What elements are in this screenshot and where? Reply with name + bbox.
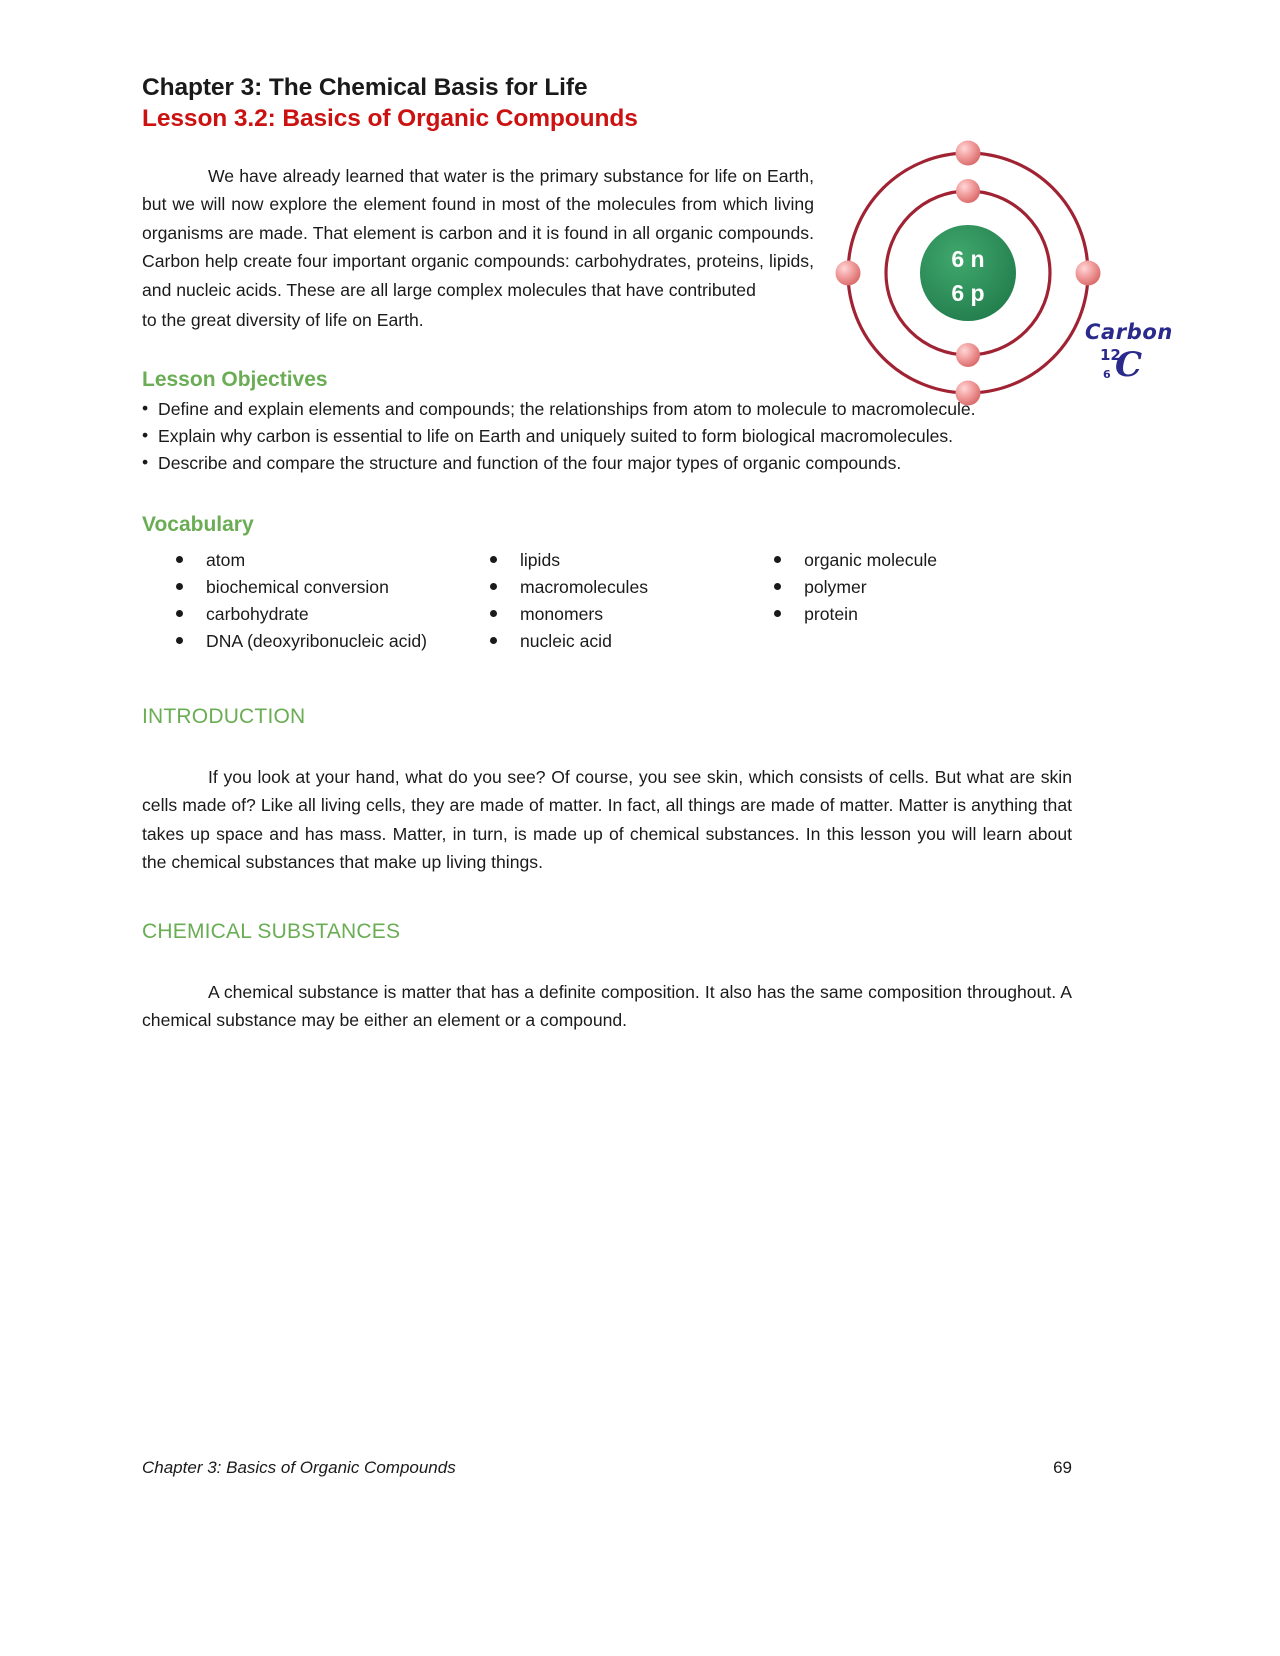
- intro-paragraph: [142, 162, 814, 305]
- carbon-symbol: C: [1115, 345, 1143, 385]
- lesson-objectives-heading: Lesson Objectives: [142, 367, 328, 391]
- vocabulary-term: organic molecule: [804, 550, 938, 571]
- introduction-paragraph: [142, 763, 1072, 877]
- vocabulary-term: DNA (deoxyribonucleic acid): [206, 631, 427, 652]
- nucleus-neutron-label: 6 n: [951, 246, 985, 272]
- vocabulary-item: [758, 547, 1072, 574]
- introduction-heading: INTRODUCTION: [142, 704, 306, 728]
- vocabulary-section: [142, 512, 1072, 656]
- bullet-dot-icon: [176, 610, 183, 617]
- vocabulary-column: [474, 547, 758, 655]
- vocabulary-list: [160, 547, 474, 655]
- objective-text: Describe and compare the structure and function of the four major types of organic compounds.: [158, 452, 902, 473]
- vocabulary-list: [474, 547, 758, 655]
- vocabulary-term: macromolecules: [519, 577, 649, 598]
- vocabulary-item: [474, 628, 758, 655]
- bullet-dot-icon: [490, 637, 497, 644]
- lesson-objectives-list: [142, 396, 1072, 476]
- chapter-title: Chapter 3: The Chemical Basis for Life: [142, 74, 588, 101]
- vocabulary-heading: Vocabulary: [142, 512, 254, 536]
- chemical-substances-paragraph: [142, 978, 1072, 1035]
- lesson-title: Lesson 3.2: Basics of Organic Compounds: [142, 105, 638, 133]
- vocabulary-item: [758, 601, 1072, 628]
- vocabulary-item: [160, 601, 474, 628]
- vocabulary-term: atom: [206, 550, 246, 571]
- vocabulary-item: [474, 574, 758, 601]
- vocabulary-term: monomers: [519, 604, 604, 625]
- bullet-dot-icon: [176, 583, 183, 590]
- bullet-dot-icon: [490, 583, 497, 590]
- vocabulary-column: [160, 547, 474, 655]
- objective-item: [142, 450, 1072, 476]
- page-footer: [142, 1458, 1072, 1478]
- vocabulary-item: [474, 601, 758, 628]
- intro-paragraph-tail: to the great diversity of life on Earth.: [142, 310, 424, 331]
- vocabulary-item: [758, 574, 1072, 601]
- introduction-paragraph-text: If you look at your hand, what do you see? Of course, you see skin, which consists of cells. But what are skin cells made of? Like all living cells, they are made of matter. In fact, all things are made of matter. Matter is anything that takes up space and has mass. Matter, in turn, is made up of chemical substances. In this lesson you will learn about the chemical substances that make up living things.: [142, 766, 1072, 873]
- vocabulary-term: polymer: [804, 577, 867, 598]
- carbon-name-text: Carbon: [1085, 320, 1173, 344]
- bullet-glyph: •: [142, 451, 149, 472]
- bullet-glyph: •: [142, 397, 149, 418]
- vocabulary-item: [160, 628, 474, 655]
- bullet-dot-icon: [774, 583, 781, 590]
- vocabulary-item: [474, 547, 758, 574]
- carbon-atomic-number: 6: [1103, 368, 1111, 381]
- electron: [1076, 261, 1101, 286]
- bullet-dot-icon: [176, 637, 183, 644]
- footer-chapter-label: Chapter 3: Basics of Organic Compounds: [142, 1458, 456, 1477]
- vocabulary-term: protein: [804, 604, 858, 625]
- nucleus-proton-label: 6 p: [951, 280, 985, 306]
- chemical-substances-section: [142, 919, 1072, 1035]
- vocabulary-term: lipids: [519, 550, 561, 571]
- bullet-dot-icon: [176, 556, 183, 563]
- page-content: [142, 0, 1072, 1035]
- bullet-dot-icon: [774, 610, 781, 617]
- objective-text: Explain why carbon is essential to life on Earth and uniquely suited to form biological macromolecules.: [158, 425, 954, 446]
- chemical-substances-heading: CHEMICAL SUBSTANCES: [142, 919, 401, 943]
- intro-paragraph-text: We have already learned that water is the primary substance for life on Earth, but we will now explore the element found in most of the molecules from which living organisms are made. That element is carbon and it is found in all organic compounds. Carbon help create four important organic compounds: carbohydrates, proteins, lipids, and nucleic acids. These are all large complex molecules that have contributed: [142, 165, 814, 300]
- bullet-glyph: •: [142, 424, 149, 445]
- vocabulary-term: carbohydrate: [206, 604, 309, 625]
- intro-block: [142, 162, 1072, 335]
- bullet-dot-icon: [490, 556, 497, 563]
- objective-text: Define and explain elements and compounds; the relationships from atom to molecule to macromolecule.: [158, 398, 976, 419]
- vocabulary-term: biochemical conversion: [206, 577, 389, 598]
- objective-item: [142, 423, 1072, 449]
- lesson-objectives-section: [142, 367, 1072, 476]
- chemical-substances-paragraph-text: A chemical substance is matter that has a definite composition. It also has the same composition throughout. A chemical substance may be either an element or a compound.: [142, 981, 1072, 1031]
- vocabulary-item: [160, 547, 474, 574]
- bullet-dot-icon: [774, 556, 781, 563]
- vocabulary-columns: [142, 547, 1072, 655]
- vocabulary-item: [160, 574, 474, 601]
- objective-item: [142, 396, 1072, 422]
- bullet-dot-icon: [490, 610, 497, 617]
- vocabulary-list: [758, 547, 1072, 628]
- carbon-mass-number: 12: [1100, 346, 1121, 364]
- footer-page-number: 69: [1053, 1458, 1072, 1477]
- vocabulary-column: [758, 547, 1072, 655]
- vocabulary-term: nucleic acid: [519, 631, 612, 652]
- introduction-section: [142, 704, 1072, 877]
